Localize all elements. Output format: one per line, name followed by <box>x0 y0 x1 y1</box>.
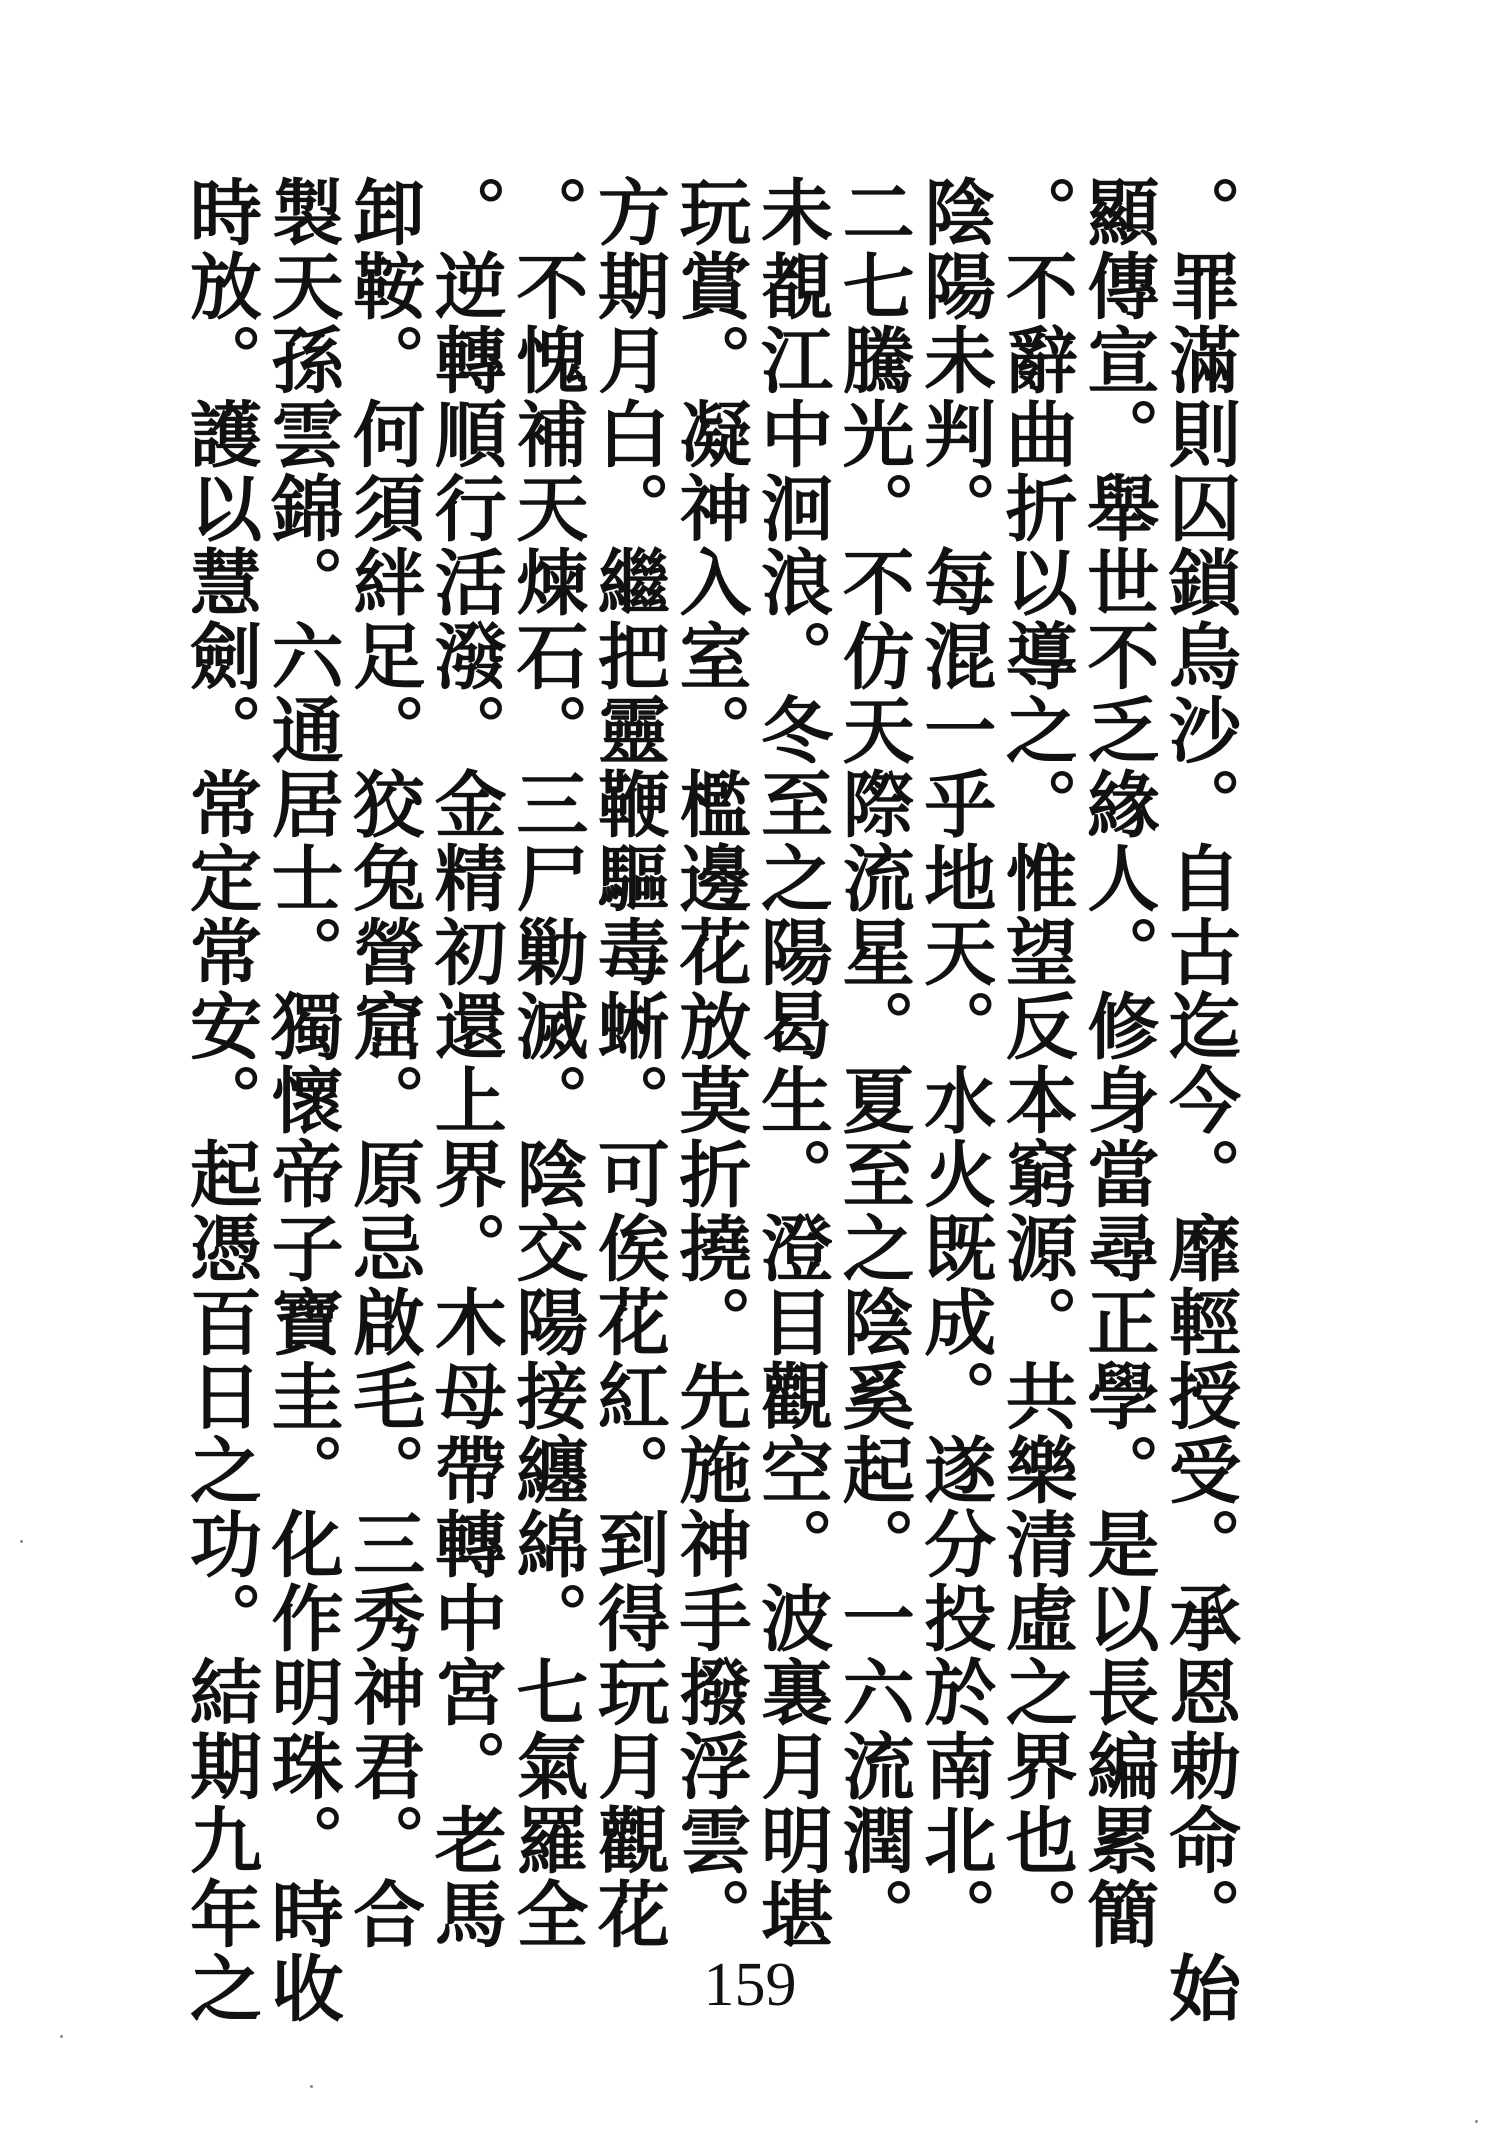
scan-speck <box>20 1540 23 1543</box>
text-column-13: 時放。護以慧劍。常定常安。起憑百日之功。結期九年之 <box>178 175 263 2025</box>
scan-speck <box>1475 2120 1478 2123</box>
page-number: 159 <box>703 1951 797 2019</box>
text-column-1: 。罪滿則囚鎖烏沙。自古迄今。靡輕授受。承恩勅命。始 <box>1156 175 1242 2025</box>
text-column-2: 顯傳宣。舉世不乏緣人。修身當尋正學。是以長編累簡 <box>1075 175 1161 1951</box>
text-column-3: 。不辭曲折以導之。惟望反本窮源。共樂清虛之界也。 <box>993 175 1079 1951</box>
text-column-7: 玩賞。凝神入室。檻邊花放莫折撓。先施神手撥浮雲。 <box>667 175 753 1951</box>
text-column-9: 。不愧補天煉石。三尸勦滅。陰交陽接纏綿。七氣羅全 <box>504 175 590 1951</box>
scan-speck <box>60 2035 63 2038</box>
text-column-11: 卸鞍。何須絆足。狡兔營窟。原忌啟毛。三秀神君。合 <box>341 175 427 1951</box>
text-column-6: 未覩江中洄浪。冬至之陽曷生。澄目觀空。波裏月明堪 <box>749 175 835 1951</box>
text-column-12: 製天孫雲錦。六通居士。獨懷帝子寶圭。化作明珠。時收 <box>259 175 345 2025</box>
scan-speck <box>310 2085 313 2088</box>
text-column-8: 方期月白。繼把靈鞭驅毒蜥。可俟花紅。到得玩月觀花 <box>585 175 671 1951</box>
text-column-10: 。逆轉順行活潑。金精初還上界。木母帶轉中宮。老馬 <box>422 175 508 1951</box>
text-column-4: 陰陽未判。每混一乎地天。水火既成。遂分投於南北。 <box>912 175 998 1951</box>
text-column-5: 二七騰光。不仿天際流星。夏至之陰奚起。一六流潤。 <box>830 175 916 1951</box>
